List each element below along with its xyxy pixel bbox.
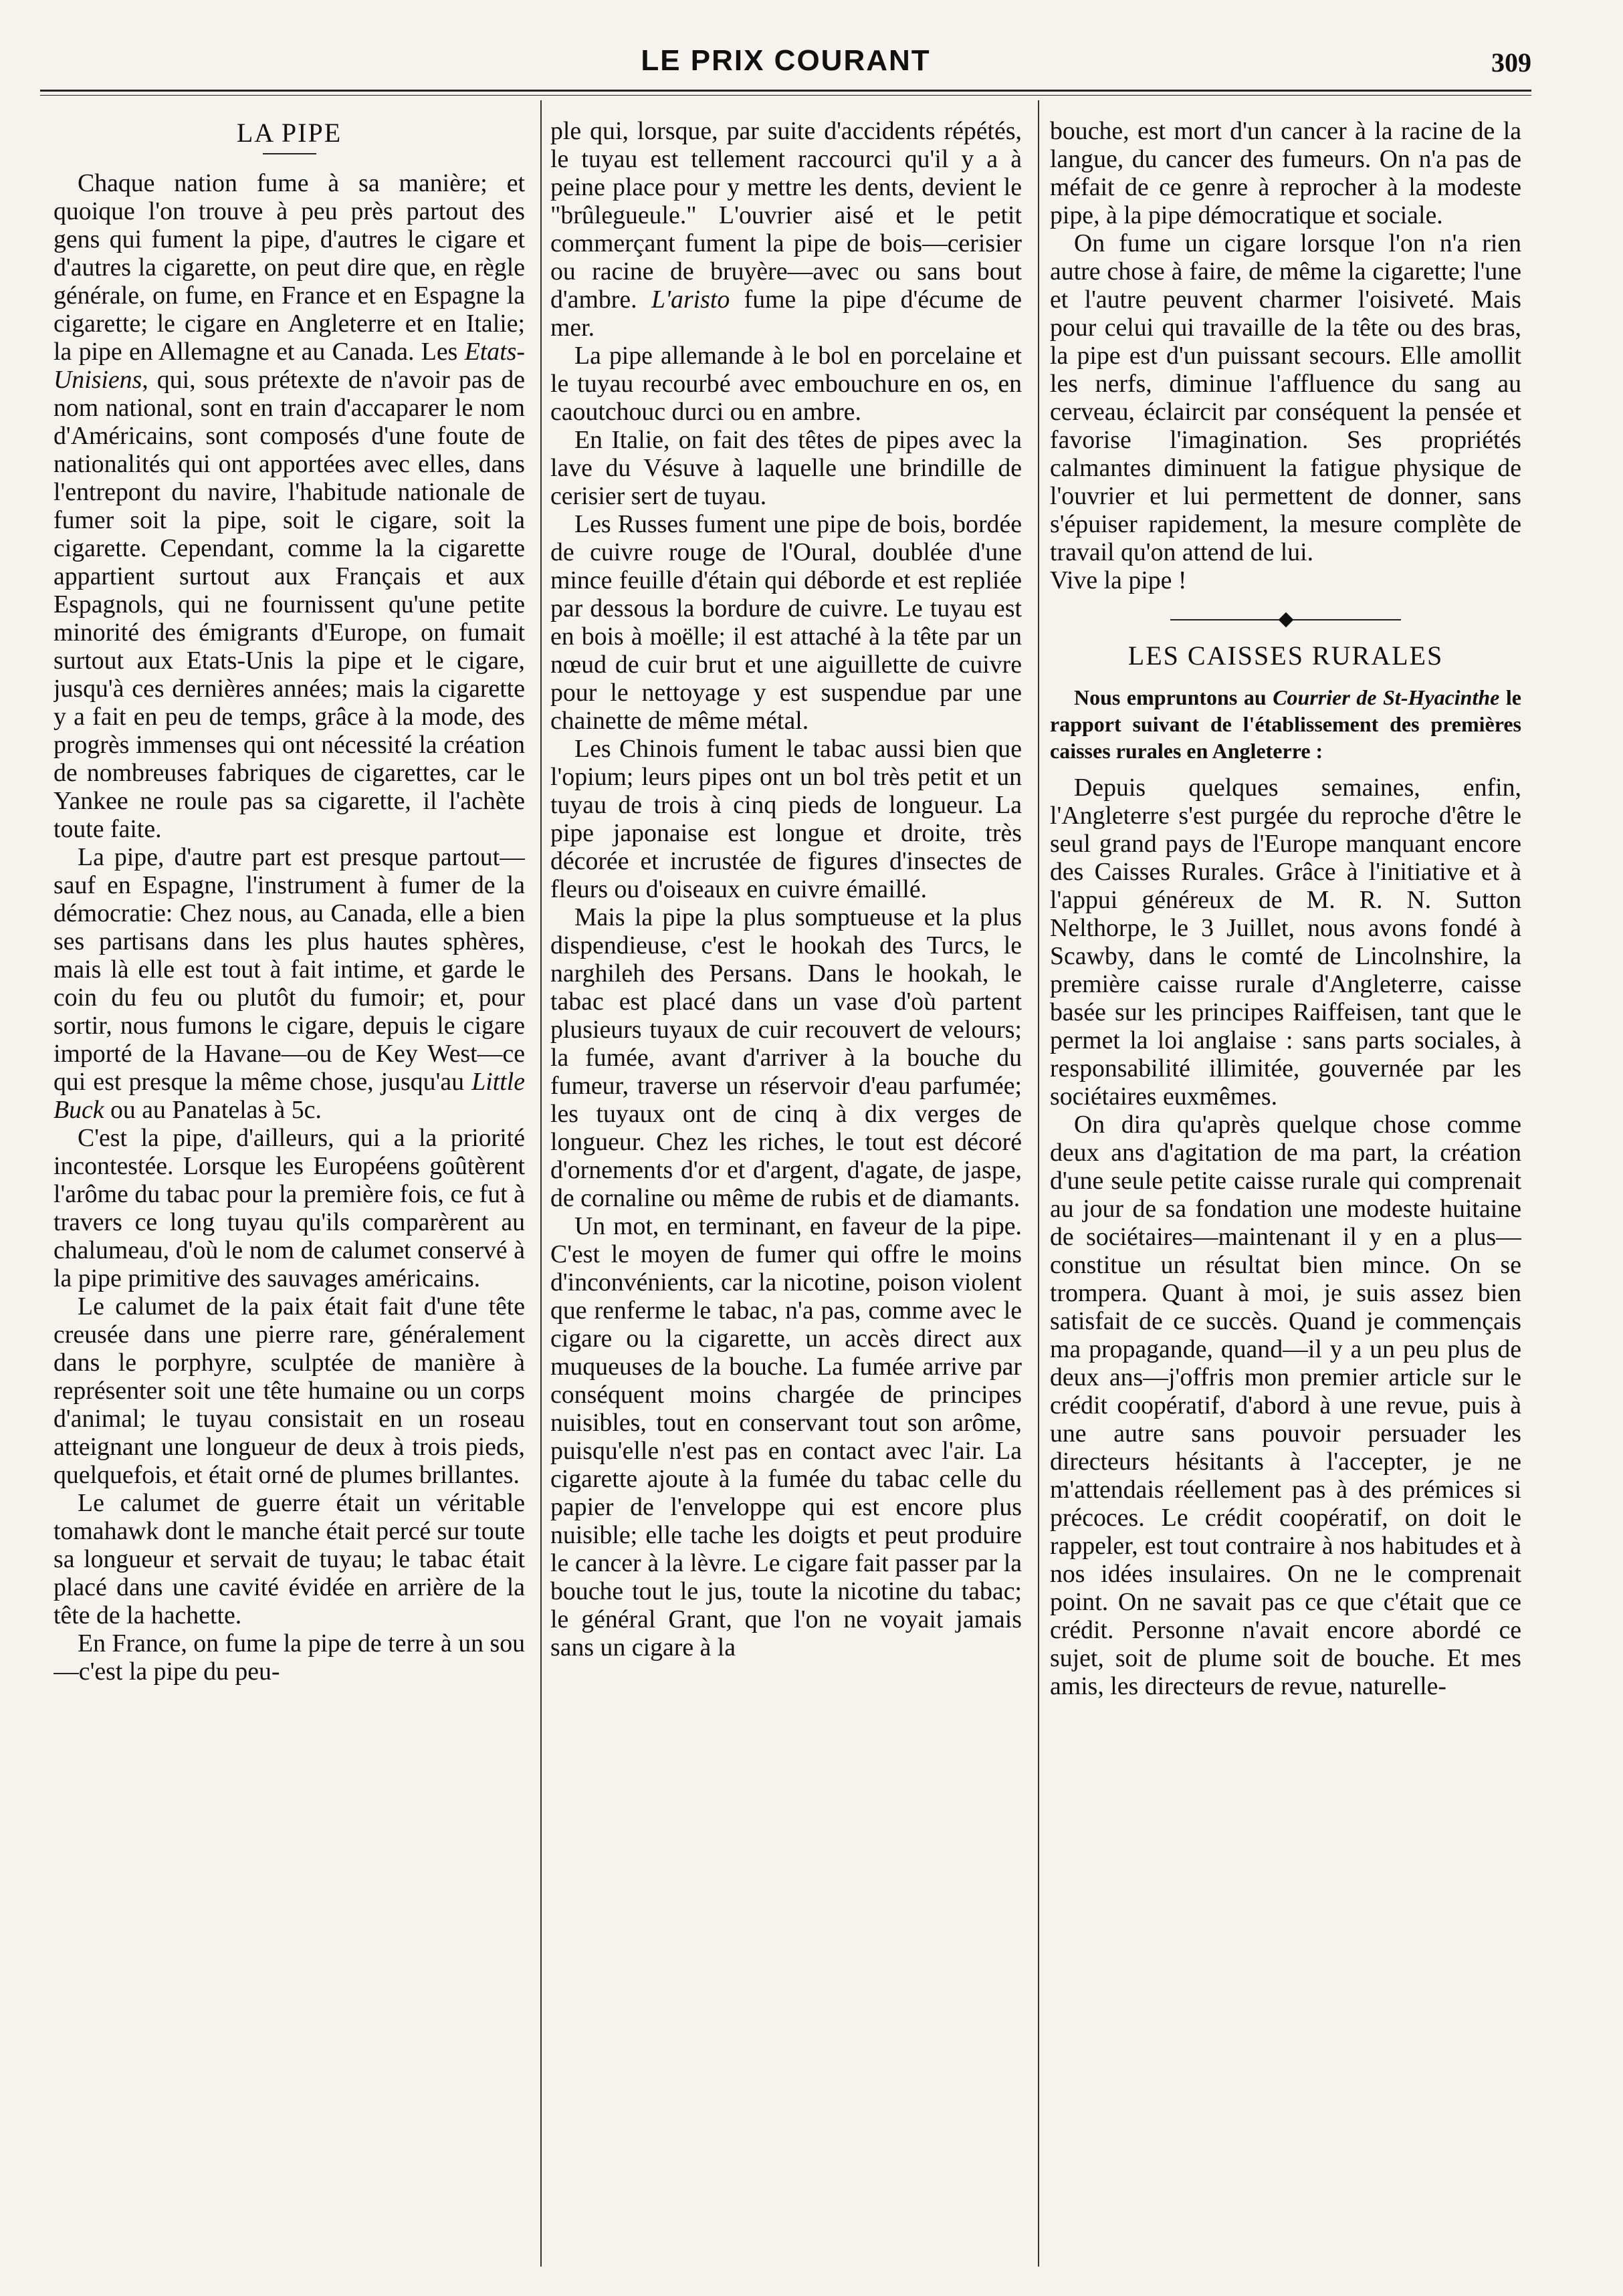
column-divider (1038, 100, 1039, 2267)
article-title: LES CAISSES RURALES (1127, 641, 1444, 671)
page-number: 309 (1491, 47, 1531, 78)
paragraph: Le calumet de la paix était fait d'une tête creusée dans une pierre rare, généralement dans le porphyre, sculptée de manière à représenter soit une tête humaine ou un corps d'animal; le tuyau consistait en un roseau atteignant une longueur de deux à trois pieds, quelquefois, et était orné de plumes brillantes. (53, 1292, 525, 1489)
article-title: LA PIPE (236, 118, 342, 148)
paragraph: Chaque nation fume à sa manière; et quoique l'on trouve à peu près partout des gens qui fument la pipe, d'autres le cigare et d'autres la cigarette, on peut dire que, en règle générale, on fume, en France et en Espagne la cigarette; le cigare en Angleterre et en Italie; la pipe en Allemagne et au Canada. Les Etats-Unisiens, qui, sous prétexte de n'avoir pas de nom national, sont en train d'accaparer le nom d'Américains, sont composés d'une foute de nationalités qui ont apportées avec elles, dans l'entrepont du navire, l'habitude nationale de fumer soit la pipe, soit le cigare, soit la cigarette. Cependant, comme la la cigarette appartient surtout aux Français et aux Espagnols, qui ne fournissent qu'une petite minorité des émigrants d'Europe, on fumait surtout aux Etats-Unis la pipe et le cigare, jusqu'à ces dernières années; mais la cigarette y a fait en peu de temps, grâce à la mode, des progrès immenses qui ont nécessité la création de nombreuses fabriques de cigarettes, car le Yankee ne roule pas sa cigarette, il l'achète toute faite. (53, 169, 525, 843)
column-3 (1050, 117, 1521, 2257)
column-2 (550, 117, 1022, 2257)
diamond-ornament-icon (1278, 612, 1293, 628)
paragraph: La pipe allemande à le bol en porcelaine et le tuyau recourbé avec embouchure en os, en caoutchouc durci ou en ambre. (550, 342, 1022, 426)
paragraph: Les Chinois fument le tabac aussi bien que l'opium; leurs pipes ont un bol très petit et un tuyau de trois à cinq pieds de longueur. La pipe japonaise est longue et droite, très décorée et incrustée de figures d'insectes de fleurs ou d'oiseaux en cuivre émaillé. (550, 735, 1022, 903)
section-divider (1050, 612, 1521, 628)
paragraph: Les Russes fument une pipe de bois, bordée de cuivre rouge de l'Oural, doublée d'une mince feuille d'étain qui déborde et est repliée par dessous la bordure de cuivre. Le tuyau est en bois à moëlle; il est attaché à la tête par un nœud de cuir brut et une aiguillette de cuivre pour le nettoyage y est suspendue par une chainette de même métal. (550, 510, 1022, 735)
header-rule-thin (40, 95, 1531, 96)
header-rule (40, 90, 1531, 92)
title-rule (263, 153, 316, 154)
paragraph: Le calumet de guerre était un véritable tomahawk dont le manche était percé sur toute sa longueur et servait de tuyau; le tabac était placé dans une cavité évidée en arrière de la tête de la hachette. (53, 1489, 525, 1629)
paragraph: Mais la pipe la plus somptueuse et la plus dispendieuse, c'est le hookah des Turcs, le narghileh des Persans. Dans le hookah, le tabac est placé dans un vase d'où partent plusieurs tuyaux de cuir recouvert de velours; la fumée, avant d'arriver à la bouche du fumeur, traverse un réservoir d'eau parfumée; les tuyaux ont de cinq à dix verges de longueur. Chez les riches, le tout est décoré d'ornements d'or et d'argent, d'agate, de jaspe, de cornaline ou même de rubis et de diamants. (550, 903, 1022, 1212)
paragraph: On fume un cigare lorsque l'on n'a rien autre chose à faire, de même la cigarette; l'une et l'autre peuvent charmer l'oisiveté. Mais pour celui qui travaille de la tête ou des bras, la pipe est d'un puissant secours. Elle amollit les nerfs, diminue l'affluence du sang au cerveau, éclaircit par conséquent la pensée et favorise l'imagination. Ses propriétés calmantes diminuent la fatigue physique de l'ouvrier et lui permettent de donner, sans s'épuiser rapidement, la mesure complète de travail qu'on attend de lui. (1050, 229, 1521, 566)
article-intro: Nous empruntons au Courrier de St-Hyacinthe le rapport suivant de l'établissement des premières caisses rurales en Angleterre : (1050, 685, 1521, 763)
paragraph: En Italie, on fait des têtes de pipes avec la lave du Vésuve à laquelle une brindille de cerisier sert de tuyau. (550, 426, 1022, 510)
signoff: Vive la pipe ! (1050, 566, 1187, 594)
column-divider (540, 100, 542, 2267)
paragraph: ple qui, lorsque, par suite d'accidents répétés, le tuyau est tellement raccourci qu'il y a à peine place pour y mettre les dents, devient le "brûlegueule." L'ouvrier aisé et le petit commerçant fument la pipe de bois—cerisier ou racine de bruyère—avec ou sans bout d'ambre. L'aristo fume la pipe d'écume de mer. (550, 117, 1022, 342)
paragraph: Un mot, en terminant, en faveur de la pipe. C'est le moyen de fumer qui offre le moins d'inconvénients, car la nicotine, poison violent que renferme le tabac, n'a pas, comme avec le cigare ou la cigarette, un accès direct aux muqueuses de la bouche. La fumée arrive par conséquent moins chargée de principes nuisibles, tout en conservant tout son arôme, puisqu'elle n'est pas en contact avec l'air. La cigarette ajoute à la fumée du tabac celle du papier de l'enveloppe qui est encore plus nuisible; elle tache les doigts et peut produire le cancer à la lèvre. Le cigare fait passer par la bouche tout le jus, toute la nicotine du tabac; le général Grant, que l'on ne voyait jamais sans un cigare à la (550, 1212, 1022, 1661)
paragraph: La pipe, d'autre part est presque partout—sauf en Espagne, l'instrument à fumer de la démocratie: Chez nous, au Canada, elle a bien ses partisans dans les plus hautes sphères, mais là elle est tout à fait intime, et garde le coin du feu ou plutôt du fumoir; et, pour sortir, nous fumons le cigare, depuis le cigare importé de la Havane—ou de Key West—ce qui est presque la même chose, jusqu'au Little Buck ou au Panatelas à 5c. (53, 843, 525, 1124)
publication-title: LE PRIX COURANT (641, 44, 931, 77)
page-header (40, 40, 1531, 87)
paragraph: On dira qu'après quelque chose comme deux ans d'agitation de ma part, la création d'une seule petite caisse rurale qui comprenait au jour de sa fondation une modeste huitaine de sociétaires—maintenant il y en a plus—constitue un résultat bien mince. On se trompera. Quant à moi, je suis assez bien satisfait de ce succès. Quand je commençais ma propagande, quand—il y a un peu plus de deux ans—j'offris mon premier article sur le crédit coopératif, d'abord à une revue, puis à une autre sans pouvoir persuader les directeurs hésitants à l'accepter, je ne m'attendais réellement pas à des prémices si précoces. Le crédit coopératif, on doit le rappeler, est tout contraire à nos habitudes et à nos idées insulaires. On ne le comprenait point. On ne savait pas ce que c'était que ce crédit. Personne n'avait encore abordé ce sujet, soit de plume soit de bouche. Et mes amis, les directeurs de revue, naturelle- (1050, 1111, 1521, 1700)
column-1 (53, 117, 525, 2257)
paragraph: bouche, est mort d'un cancer à la racine de la langue, du cancer des fumeurs. On n'a pas de méfait de ce genre à reprocher à la modeste pipe, à la pipe démocratique et sociale. (1050, 117, 1521, 229)
paragraph: C'est la pipe, d'ailleurs, qui a la priorité incontestée. Lorsque les Européens goûtèrent l'arôme du tabac pour la première fois, ce fut à travers ce long tuyau qu'ils comparèrent au chalumeau, d'où le nom de calumet conservé à la pipe primitive des sauvages américains. (53, 1124, 525, 1292)
paragraph: En France, on fume la pipe de terre à un sou—c'est la pipe du peu- (53, 1629, 525, 1686)
paragraph: Depuis quelques semaines, enfin, l'Angleterre s'est purgée du reproche d'être le seul grand pays de l'Europe manquant encore des Caisses Rurales. Grâce à l'initiative et à l'appui généreux de M. R. N. Sutton Nelthorpe, le 3 Juillet, nous avons fondé à Scawby, dans le comté de Lincolnshire, la première caisse rurale d'Angleterre, caisse basée sur les principes Raiffeisen, tant que le permet la loi anglaise : sans parts sociales, à responsabilité illimitée, gouvernée par les sociétaires euxmêmes. (1050, 774, 1521, 1111)
